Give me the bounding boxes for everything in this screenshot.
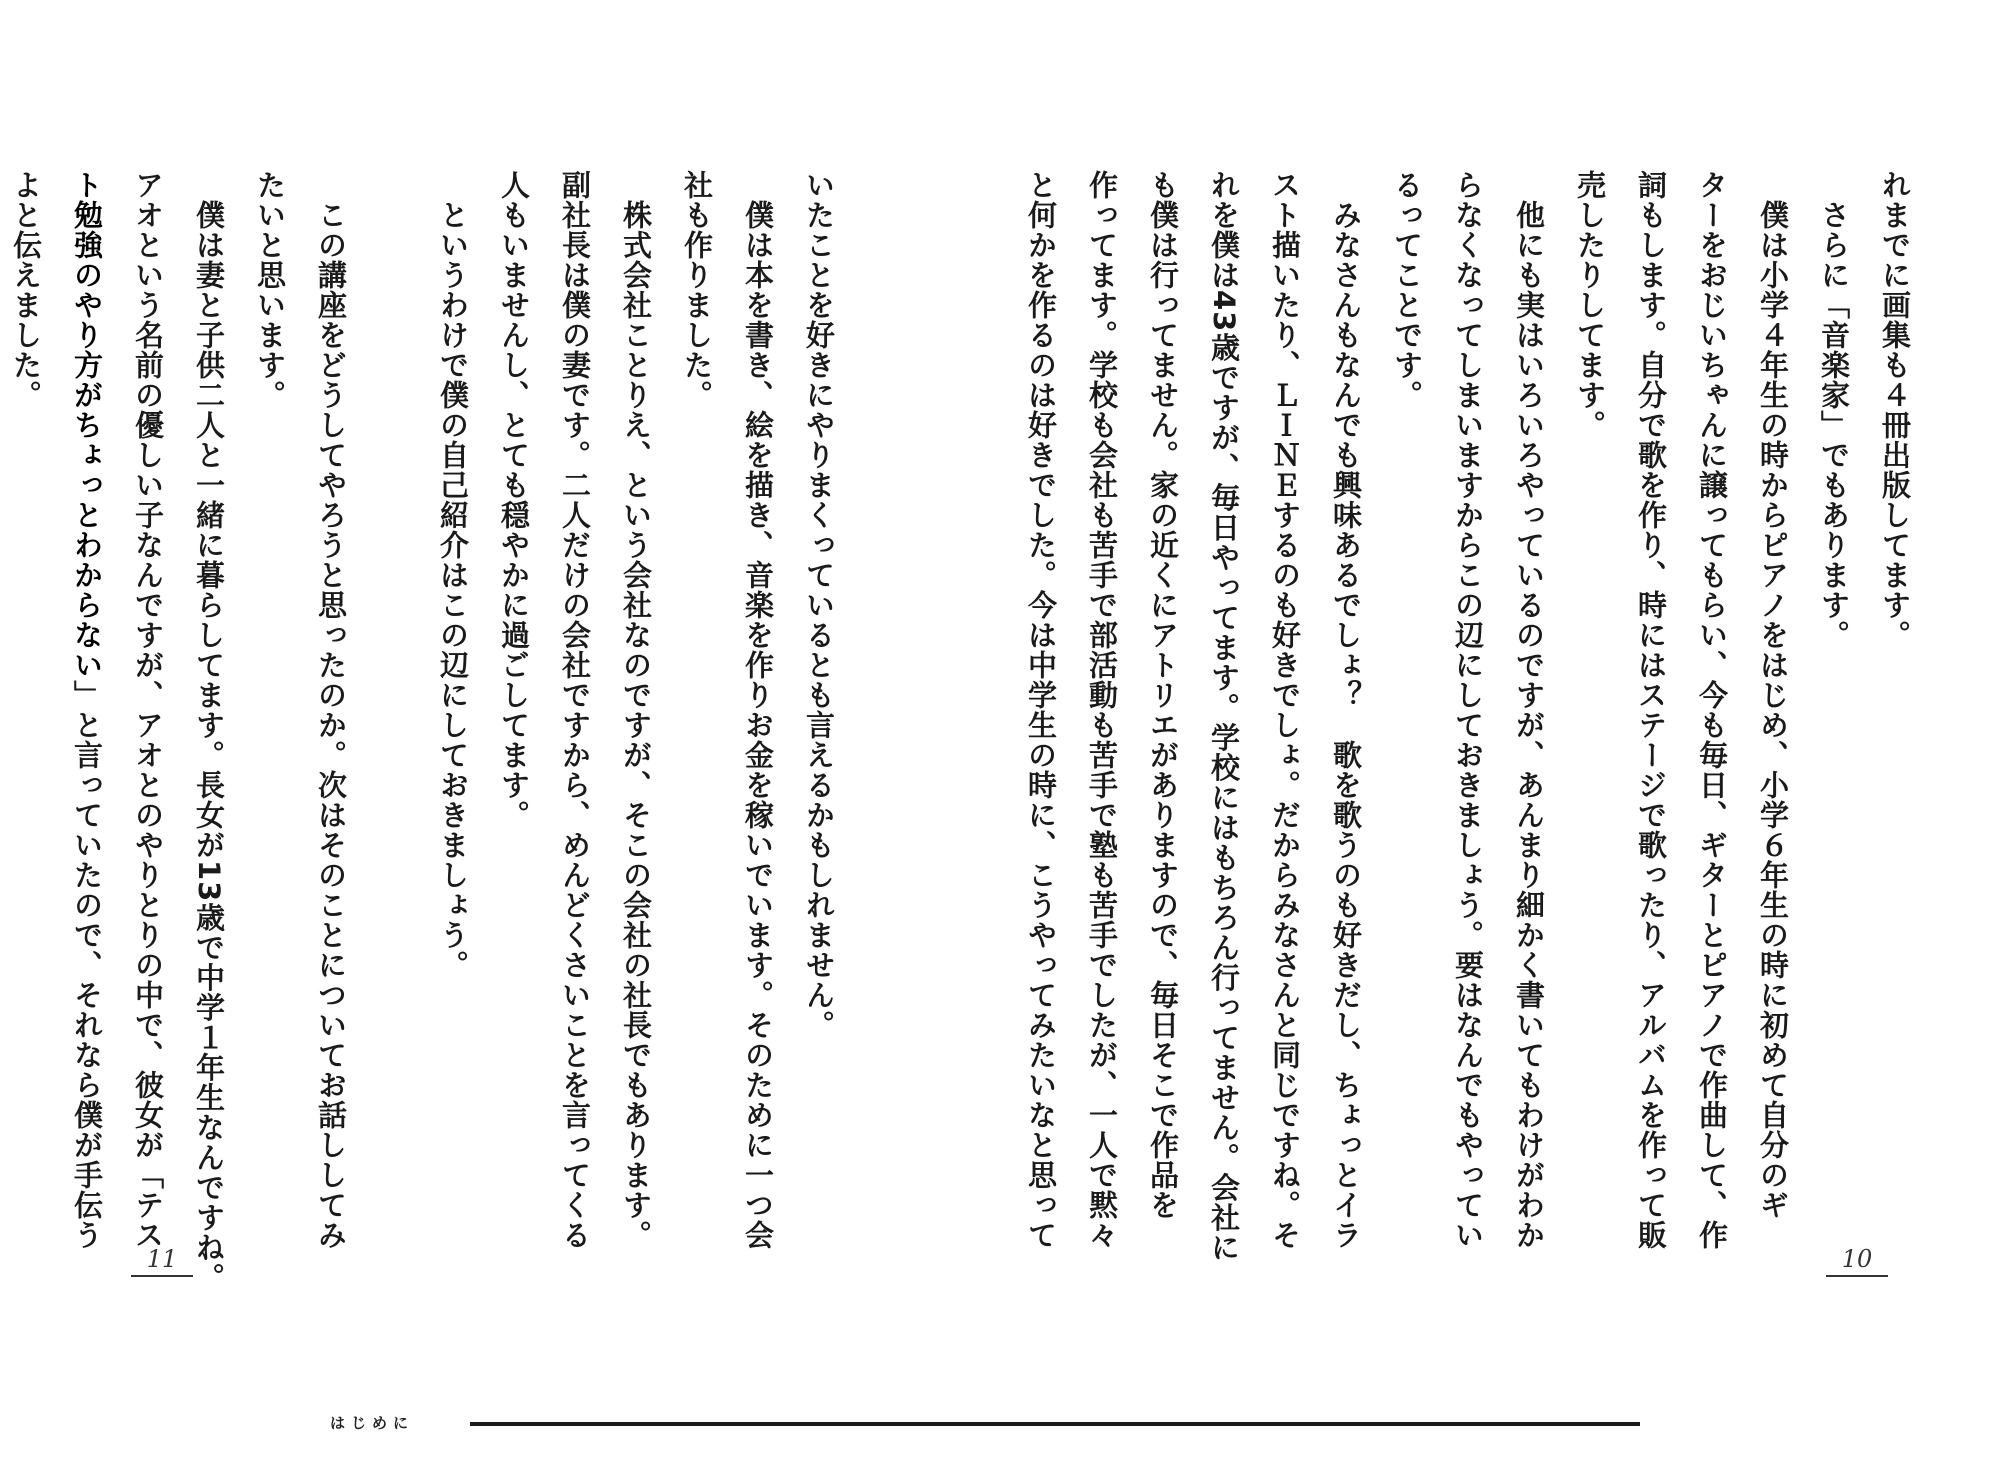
page-number: 10 bbox=[1826, 1245, 1888, 1277]
text-line: 株式会社ことりえ、という会社なのですが、そこの会社の社長でもあります。 bbox=[619, 170, 653, 1250]
text-line: さらに「音楽家」でもあります。 bbox=[1817, 170, 1851, 650]
text-line: たいと思います。 bbox=[253, 170, 287, 410]
text-line: 僕は小学４年生の時からピアノをはじめ、小学６年生の時に初めて自分のギ bbox=[1756, 170, 1790, 1220]
text-line: 作ってます。学校も会社も苦手で部活動も苦手で塾も苦手でしたが、一人で黙々 bbox=[1085, 170, 1119, 1250]
text-line: も僕は行ってません。家の近くにアトリエがありますので、毎日そこで作品を bbox=[1146, 170, 1180, 1220]
running-head: はじめに bbox=[330, 1414, 415, 1432]
right-page bbox=[1000, 0, 2000, 1470]
text-line: スト描いたり、ＬＩＮＥするのも好きでしょ。だからみなさんと同じですね。そ bbox=[1268, 170, 1302, 1250]
text-line: 人もいませんし、とても穏やかに過ごしてます。 bbox=[497, 170, 531, 830]
text-line: と何かを作るのは好きでした。今は中学生の時に、こうやってみたいなと思って bbox=[1024, 170, 1058, 1250]
text-line: 他にも実はいろいろやっているのですが、あんまり細かく書いてもわけがわか bbox=[1512, 170, 1546, 1250]
text-line: れまでに画集も４冊出版してます。 bbox=[1878, 170, 1912, 650]
text-line: ターをおじいちゃんに譲ってもらい、今も毎日、ギターとピアノで作曲して、作 bbox=[1695, 170, 1729, 1250]
text-line: 僕は妻と子供二人と一緒に暮らしてます。長女が13歳で中学１年生なんですね。 bbox=[192, 170, 226, 1293]
text-line: いたことを好きにやりまくっているとも言えるかもしれません。 bbox=[802, 170, 836, 1040]
text-line: アオという名前の優しい子なんですが、アオとのやりとりの中で、彼女が「テス bbox=[131, 170, 165, 1250]
text-line: 僕は本を書き、絵を描き、音楽を作りお金を稼いでいます。そのために一つ会 bbox=[741, 170, 775, 1250]
text-line: というわけで僕の自己紹介はこの辺にしておきましょう。 bbox=[436, 170, 470, 980]
text-line: れを僕は43歳ですが、毎日やってます。学校にはもちろん行ってません。会社に bbox=[1207, 170, 1241, 1263]
paragraph-gap bbox=[361, 170, 422, 1210]
text-line: この講座をどうしてやろうと思ったのか。次はそのことについてお話ししてみ bbox=[314, 170, 348, 1250]
text-line: よと伝えました。 bbox=[9, 170, 43, 410]
running-head-rule bbox=[470, 1422, 1640, 1426]
emphasis-text: ト勉強のやり方がちょっとわからない bbox=[70, 170, 104, 680]
text-fragment: 」と言っていたので、それなら僕が手伝う bbox=[70, 680, 104, 1250]
text-line: るってことです。 bbox=[1390, 170, 1424, 410]
text-line: らなくなってしまいますからこの辺にしておきましょう。要はなんでもやってい bbox=[1451, 170, 1485, 1250]
page-number: 11 bbox=[131, 1245, 193, 1277]
text-line: 詞もします。自分で歌を作り、時にはステージで歌ったり、アルバムを作って販 bbox=[1634, 170, 1668, 1250]
text-line-emphasis bbox=[56, 170, 117, 1250]
text-line: 副社長は僕の妻です。二人だけの会社ですから、めんどくさいことを言ってくる bbox=[558, 170, 592, 1250]
text-line: みなさんもなんでも興味あるでしょ？ 歌を歌うのも好きだし、ちょっとイラ bbox=[1329, 170, 1363, 1250]
text-line: 売したりしてます。 bbox=[1573, 170, 1607, 440]
text-line: 社も作りました。 bbox=[680, 170, 714, 410]
